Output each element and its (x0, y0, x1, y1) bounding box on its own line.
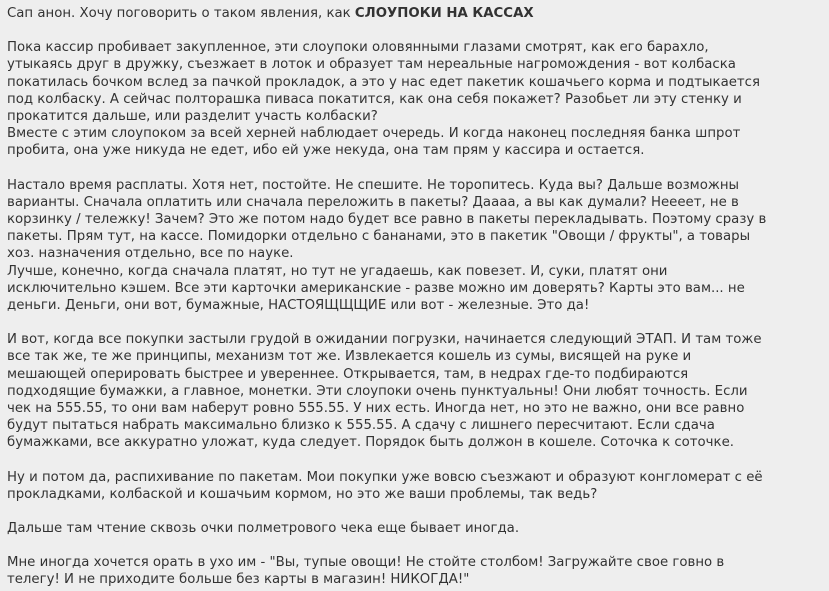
text-line: бумажками, все аккуратно уложат, куда следует. Порядок быть должон в кошеле. Соточка к соточке. (7, 435, 734, 451)
text-line: покатилась бочком вслед за пачкой прокладок, а это у нас едет пакетик кошачьего корма и подтыкается (7, 74, 760, 90)
text-line: Вместе с этим слоупоком за всей херней наблюдает очередь. И когда наконец последняя банка шпрот (7, 126, 741, 142)
text-line: прокладками, колбаской и кошачьим кормом, но это же ваши проблемы, так ведь? (7, 486, 598, 502)
post-intro (7, 5, 829, 22)
paragraph (7, 520, 829, 537)
text-line: под колбаску. А сейчас полторашка пиваса покатится, как она себя покажет? Разобьет ли эту стенку и (7, 91, 742, 107)
intro-line (7, 5, 829, 22)
paragraph (7, 554, 829, 588)
text-line: корзинку / тележку! Зачем? Это же потом надо будет все равно в пакеты перекладывать. Поэтому сразу в (7, 212, 767, 228)
text-line: деньги. Деньги, они вот, бумажные, НАСТОЯЩЩЩИЕ или вот - железные. Это да! (7, 298, 590, 314)
text-line: подходящие бумажки, а главное, монетки. Эти слоупоки очень пунктуальны! Они любят точность. Если (7, 383, 748, 399)
text-line: Ну и потом да, распихивание по пакетам. Мои покупки уже вовсю съезжают и образуют конгломерат с её (7, 469, 763, 485)
text-line: Пока кассир пробивает закупленное, эти слоупоки оловянными глазами смотрят, как его барахло, (7, 40, 709, 56)
text-line: прокатится дальше, или разделит участь колбаски? (7, 109, 378, 125)
text-line: Настало время расплаты. Хотя нет, постойте. Не спешите. Не торопитесь. Куда вы? Дальше возможны (7, 177, 740, 193)
text-line: мешающей оперировать быстрее и увереннее. Открывается, там, в недрах где-то подбираются (7, 366, 689, 382)
text-line: будут пытаться набрать максимально близко к 555.55. А сдачу с лишнего пересчитают. Если сдача (7, 418, 715, 434)
text-line: Мне иногда хочется орать в ухо им - "Вы, тупые овощи! Не стойте столбом! Загружайте свое говно в (7, 555, 725, 571)
post-title: СЛОУПОКИ НА КАССАХ (354, 6, 534, 21)
text-line: Дальше там чтение сквозь очки полметрового чека еще бывает иногда. (7, 521, 520, 537)
text-line: телегу! И не приходите больше без карты в магазин! НИКОГДА!" (7, 572, 470, 588)
text-line: хоз. назначения отдельно, все по науке. (7, 246, 294, 262)
text-line: пакеты. Прям тут, на кассе. Помидорки отдельно с бананами, это в пакетик "Овощи / фрукты", а товары (7, 229, 751, 245)
text-line: варианты. Сначала оплатить или сначала переложить в пакеты? Даааа, а вы как думали? Нееeет, не в (7, 194, 739, 210)
text-line: И вот, когда все покупки застыли грудой в ожидании погрузки, начинается следующий ЭТАП. И там тоже (7, 332, 762, 348)
paragraph (7, 177, 829, 315)
text-line: все так же, те же принципы, механизм тот же. Извлекается кошель из сумы, висящей на руке и (7, 349, 692, 365)
text-line: утыкаясь друг в дружку, съезжает в лоток и образует там нереальные нагромождения - вот колбаска (7, 57, 736, 73)
text-line: Лучше, конечно, когда сначала платят, но тут не угадаешь, как повезет. И, суки, платят они (7, 263, 668, 279)
intro-text: Сап анон. Хочу поговорить о таком явления, как (7, 6, 355, 21)
paragraph (7, 39, 829, 159)
text-line: чек на 555.55, то они вам наберут ровно 555.55. У них есть. Иногда нет, но это не важно, они все равно (7, 401, 745, 417)
paragraph (7, 469, 829, 503)
text-line: пробита, она уже никуда не едет, ибо ей уже некуда, она там прям у кассира и остается. (7, 143, 645, 159)
text-line: исключительно кэшем. Все эти карточки американские - разве можно им доверять? Карты это вам... не (7, 280, 745, 296)
paragraph (7, 331, 829, 451)
paragraphs (7, 39, 829, 588)
